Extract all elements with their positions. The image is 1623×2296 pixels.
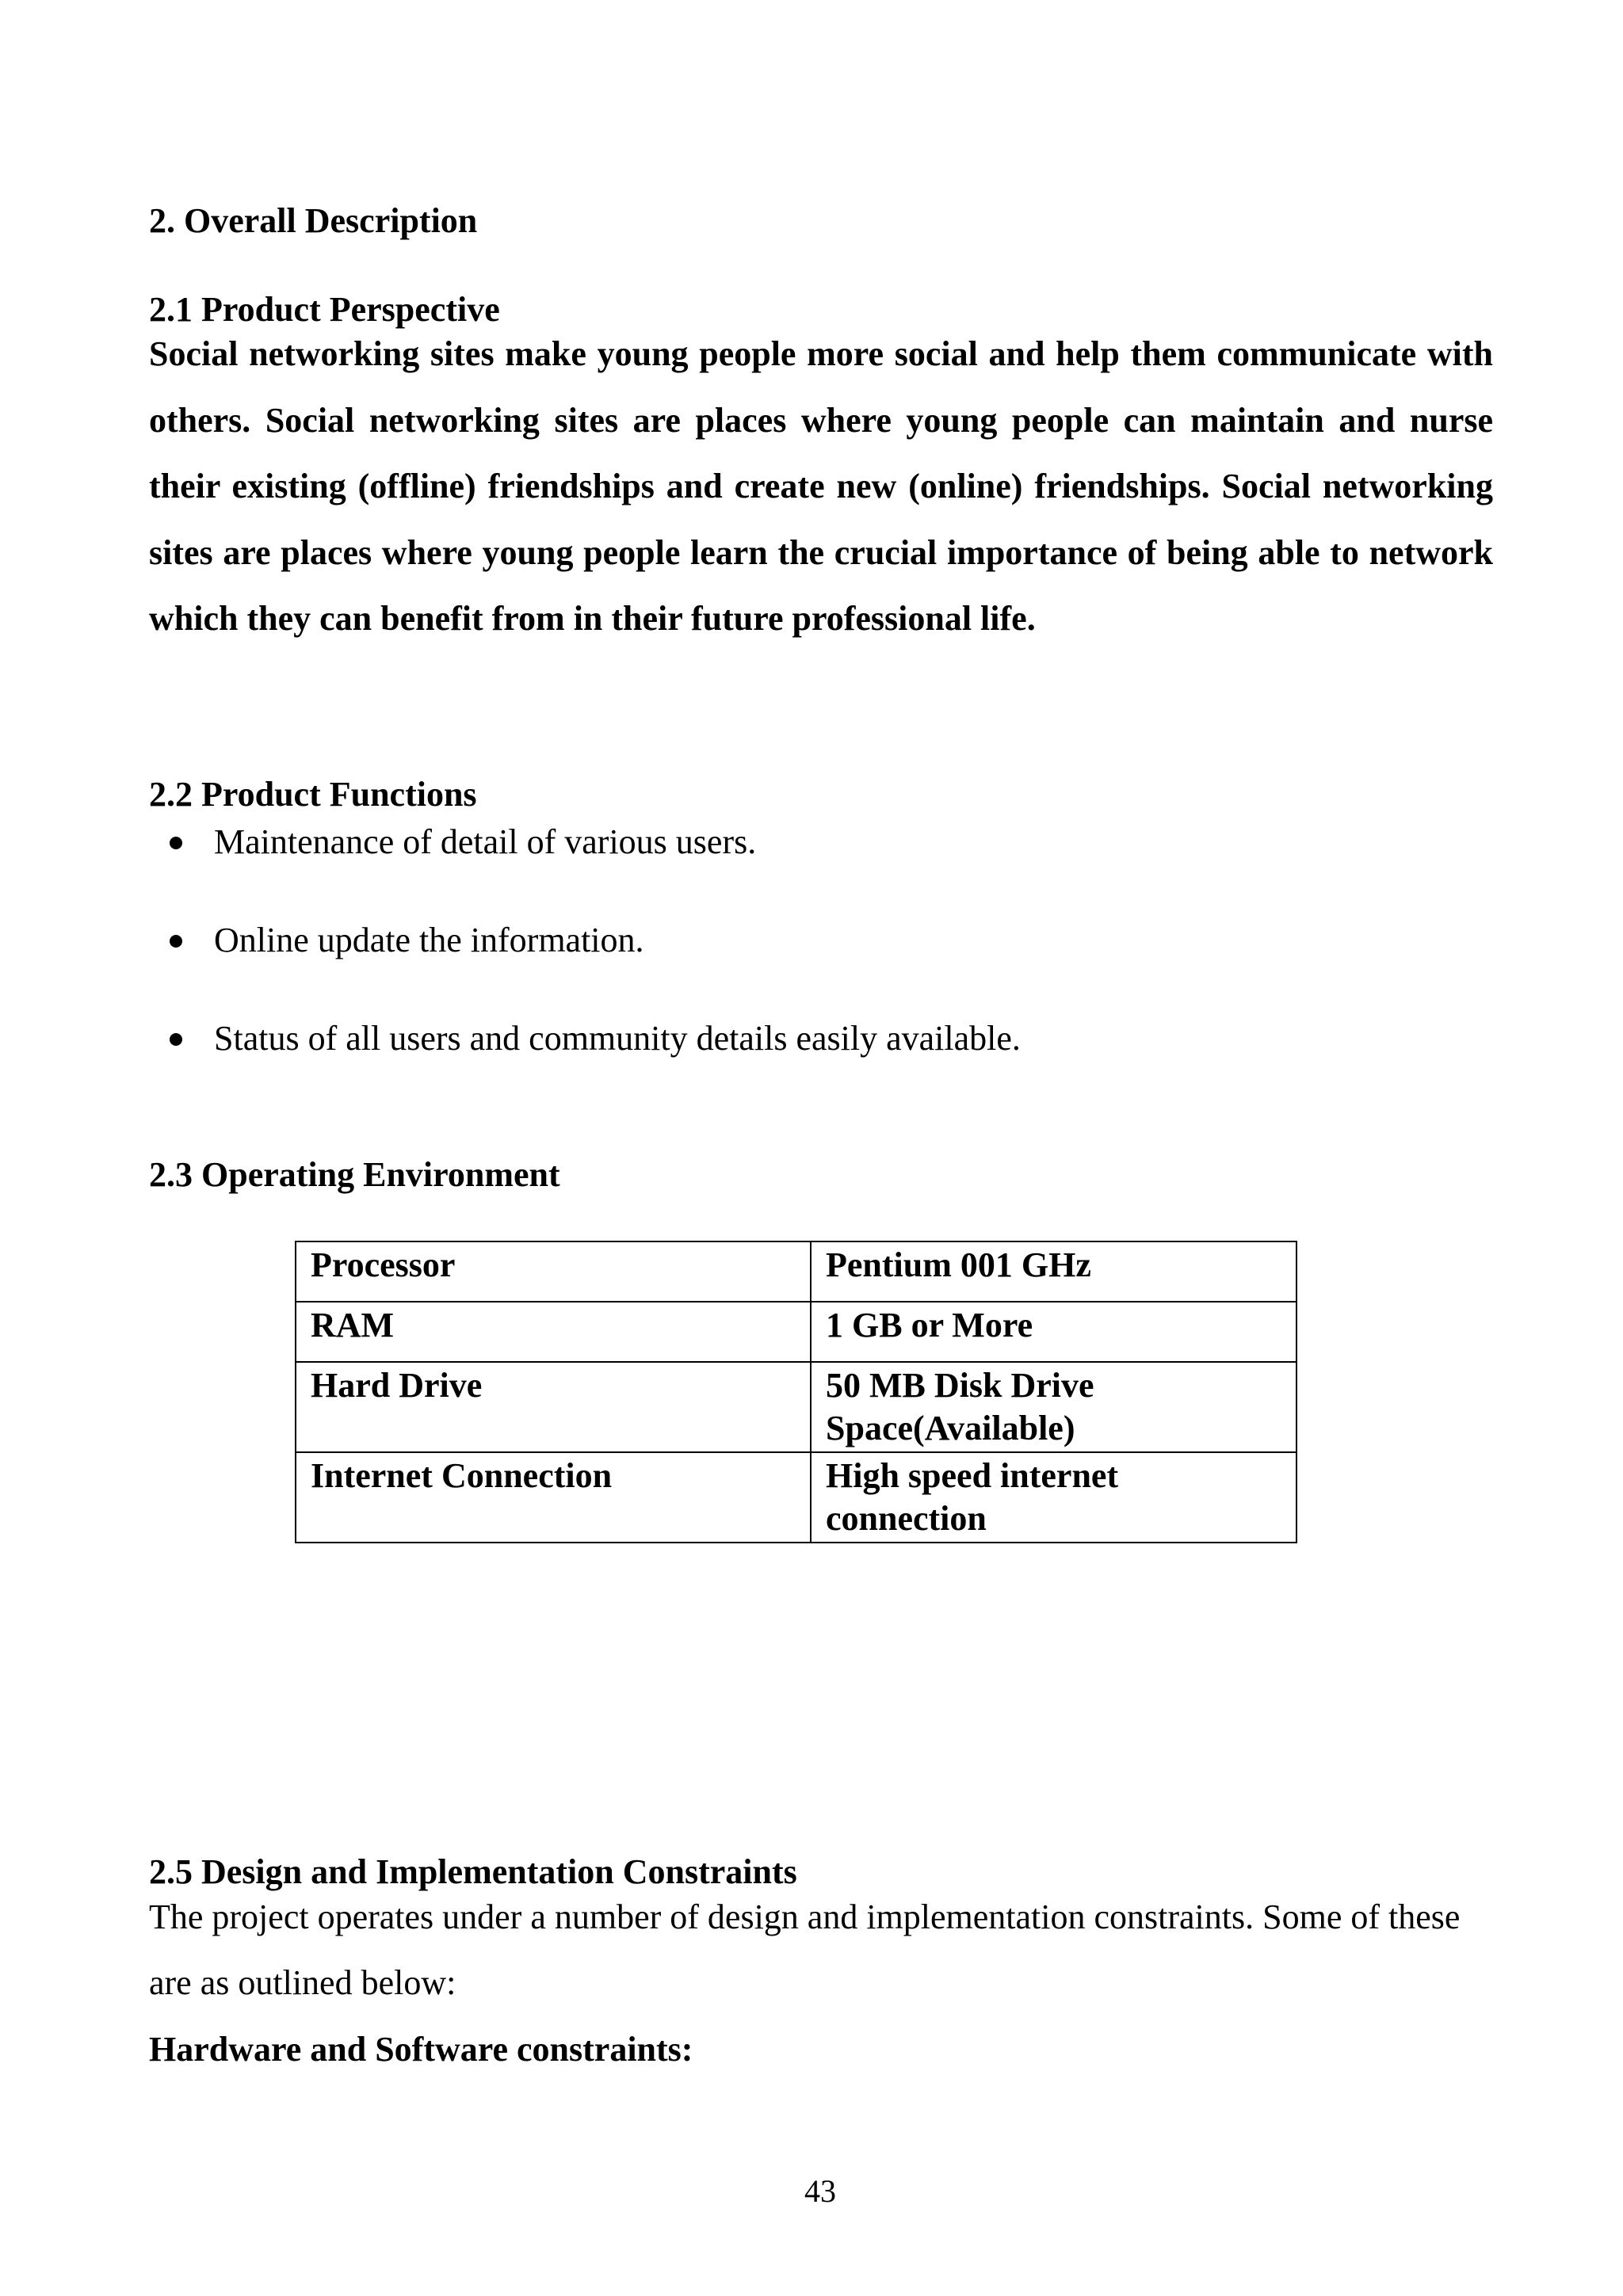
section-heading-operating-environment: 2.3 Operating Environment <box>149 1155 560 1194</box>
list-item <box>214 821 1403 919</box>
table-cell-value: High speed internet connection <box>811 1452 1296 1543</box>
product-perspective-paragraph: Social networking sites make young people more social and help them communicate with others. Social networking sites are places where young people can maintain and nurse their existing (offline) friendships and create new (online) friendships. Social networking sites are places where young people learn the crucial importance of being able to network which they can benefit from in their future professional life. <box>149 334 1493 638</box>
table-cell-label: Hard Drive <box>296 1362 811 1452</box>
list-item <box>214 919 1403 1017</box>
table-row <box>296 1302 1296 1362</box>
list-item <box>214 1017 1403 1116</box>
table-cell-label: Internet Connection <box>296 1452 811 1543</box>
list-item-text: Status of all users and community details easily available. <box>214 1019 1021 1058</box>
table-row <box>296 1241 1296 1302</box>
page-number: 43 <box>804 2173 836 2209</box>
bullet-icon <box>170 1033 182 1046</box>
design-constraints-paragraph: The project operates under a number of design and implementation constraints. Some of these are as outlined below: <box>149 1897 1461 2002</box>
section-heading-overall-description: 2. Overall Description <box>149 201 478 240</box>
table-cell-value: 50 MB Disk Drive Space(Available) <box>811 1362 1296 1452</box>
table-cell-label: Processor <box>296 1241 811 1302</box>
list-item-text: Maintenance of detail of various users. <box>214 822 757 861</box>
section-heading-product-functions: 2.2 Product Functions <box>149 775 477 814</box>
table-cell-value: Pentium 001 GHz <box>811 1241 1296 1302</box>
table-cell-label: RAM <box>296 1302 811 1362</box>
product-functions-list <box>214 821 1403 1116</box>
section-heading-design-constraints: 2.5 Design and Implementation Constraints <box>149 1852 797 1891</box>
bullet-icon <box>170 935 182 948</box>
operating-environment-table <box>295 1241 1297 1543</box>
bullet-icon <box>170 837 182 849</box>
table-cell-value: 1 GB or More <box>811 1302 1296 1362</box>
section-heading-product-perspective: 2.1 Product Perspective <box>149 290 500 329</box>
table-row <box>296 1362 1296 1452</box>
list-item-text: Online update the information. <box>214 921 644 959</box>
table-row <box>296 1452 1296 1543</box>
hardware-software-constraints-subheading: Hardware and Software constraints: <box>149 2030 693 2069</box>
